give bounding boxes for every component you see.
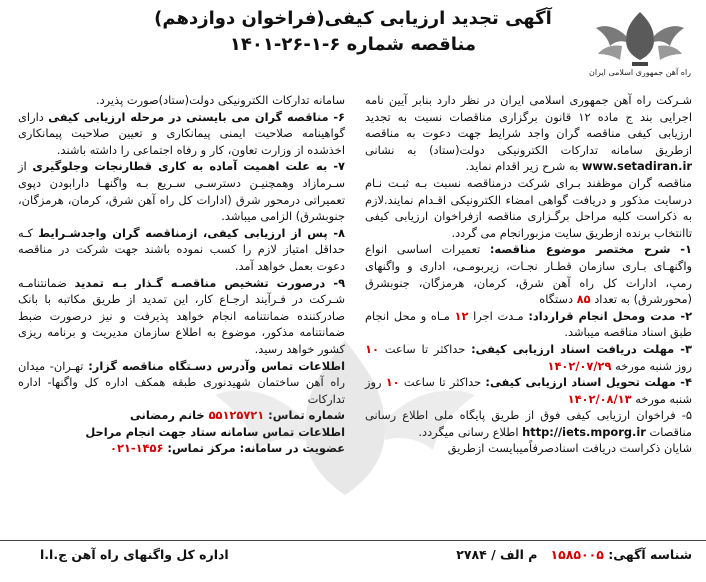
item-2: ۲- مدت ومحل انجام قرارداد: مـدت اجرا ۱۲ مـاه و محل انجام طبق اسناد مناقصه میباشد. [365,308,693,340]
setad-url-link[interactable]: www.setadiran.ir [581,159,692,174]
footer-bar [0,540,706,567]
ad-id: ۱۵۸۵۰۰۵ [550,547,604,562]
receive-deadline-date: ۱۴۰۲/۰۷/۲۹ [547,358,612,373]
setad-contact-line: اطلاعات تماس سامانه ستاد جهت انجام مراحل [85,424,345,439]
right-column [365,92,692,457]
item-9: ۹- درصورت تشخیص مناقصـه گـذار بـه تمدید ضمانتنامـه شـرکت در فـرآیند ارجـاع کار، این تمدید از طریق مکاتبه با بانک صادرکننده ضمانتنامه انجام خواهد پذیرفت و نیز درصورت ضبط ضمانتنامه مذکور، موضوع به اطلاع سازمان مدیریت و برنامه ریزی کشور خواهد رسید. [18,275,346,356]
logo-caption: راه آهن جمهوری اسلامی ایران [588,68,692,77]
duration-months: ۱۲ [454,308,469,323]
item-8: ۸- پس از ارزیابی کیفی، ازمناقصه گران واجدشـرایط کـه حداقل امتیاز لازم را کسب نموده باشند جهت شرکت در مناقصه دعوت بعمل خواهد آمد. [18,225,345,273]
contact-info: اطلاعات تماس وآدرس دسـتگاه مناقصه گزار: تهـران- میدان راه آهن ساختمان شهیدنوری طبقه همکف اداره کل واگنها- اداره تدارکات [18,358,345,406]
setad-phone-line: عضویت در سامانه: مرکز تماس: ۱۴۵۶-۰۲۱ [110,441,345,456]
item-7: ۷- به علت اهمیت آماده به کاری قطارنجات وجلوگیری از سـرمازاد وهمچنیـن دسترسـی سـریع بـه واگنهـا دارابودن دپوی تعمیراتی درمحور شرق (ادارات کل راه آهن شرق، کرمان، هرمزگان، جنوبشرق) الزامی میباشد. [18,159,345,224]
ad-id-line: شناسه آگهی: ۱۵۸۵۰۰۵ م الف / ۲۷۸۴ [456,547,692,562]
phone-line: شماره تماس: ۵۵۱۲۵۷۲۱ خانم رمضانی [130,408,345,423]
item-4: ۴- مهلت تحویل اسناد ارزیابی کیفی: حداکثر تا ساعت ۱۰ روز شنبه مورخه ۱۴۰۲/۰۸/۱۳ [365,375,692,406]
rai-logo [584,6,696,90]
item-1: ۱- شرح مختصر موضوع مناقصه: تعمیرات اساسی انواع واگنهـای بـاری سازمان قطـار نجـات، زیربومـی، اداری و واگنهای رمپ، ادارات کل راه آهن شرق، کرمان، هرمزگان، جنوبشرق (محورشرق) به تعداد ۸۵ دستگاه [365,242,692,307]
intro-paragraph: شـرکت راه آهن جمهوری اسلامی ایران در نظر دارد بنابر آیین نامه اجرایی بند ج ماده ۱۲ قانون برگزاری مناقصات نسبت به تجدید ارزیابی کیفی مناقصه گران واجد شرایط جهت دعوت به مناقصه ازطریق سامانه تدارکات الکترونیکی دولت(ستاد) به نشانی www.setadiran.ir به شرح زیر اقدام نماید. [365,93,693,174]
left-column [18,92,345,457]
item-5: ۵- فراخوان ارزیابی کیفی فوق از طریق پایگاه ملی اطلاع رسانی مناقصات http://iets.mporg.ir اطلاع رسانی میگردد. [365,408,692,439]
ad-code: ۲۷۸۴ [456,547,487,562]
iets-url-link[interactable]: http://iets.mporg.ir [522,424,646,439]
rai-emblem-icon [592,6,688,70]
continuation-paragraph: سامانه تدارکات الکترونیکی دولت(ستاد)صورت پذیرد. [95,93,345,107]
final-note: شایان ذکراست دریافت اسنادصرفاًمیبایست ازطریق [447,441,692,456]
notice-title [140,6,566,58]
item-6: ۶- مناقصه گران می بایستی در مرحله ارزیابی کیفی دارای گواهینامه صلاحیت ایمنی پیمانکاری و تعیین صلاحیت پیمانکاری اخذشده از وزارت تعاون، کار و رفاه اجتماعی را داشته باشند. [18,109,345,157]
title-line-2: مناقصه شماره ۶-۱-۲۶-۱۴۰۱ [229,34,477,55]
footer-department: اداره کل واگنهای راه آهن ج.ا.ا [40,547,229,562]
registration-paragraph: مناقصه گران موظفند بـرای شرکت درمناقصه نسبت بـه ثبـت نـام درسایت مذکور و دریافت گواهی امضاء الکترونیکی اقـدام نمایند.لازم به ذکراست کلیه مراحل برگـزاری مناقصه ازفراخوان ارزیابی کیفی تاانتخاب برنده ازطریق سایت مزبورانجام می گردد. [365,175,692,240]
delivery-deadline-date: ۱۴۰۲/۰۸/۱۳ [567,391,632,406]
wagon-count: ۸۵ [576,292,591,307]
phone-number: ۵۵۱۲۵۷۲۱ [208,408,265,423]
title-line-1: آگهی تجدید ارزیابی کیفی(فراخوان دوازدهم) [154,8,552,29]
item-3: ۳- مهلت دریافت اسناد ارزیابی کیفی: حداکثر تا ساعت ۱۰ روز شنبه مورخه ۱۴۰۲/۰۷/۲۹ [365,341,692,373]
setad-phone: ۱۴۵۶-۰۲۱ [110,441,164,456]
